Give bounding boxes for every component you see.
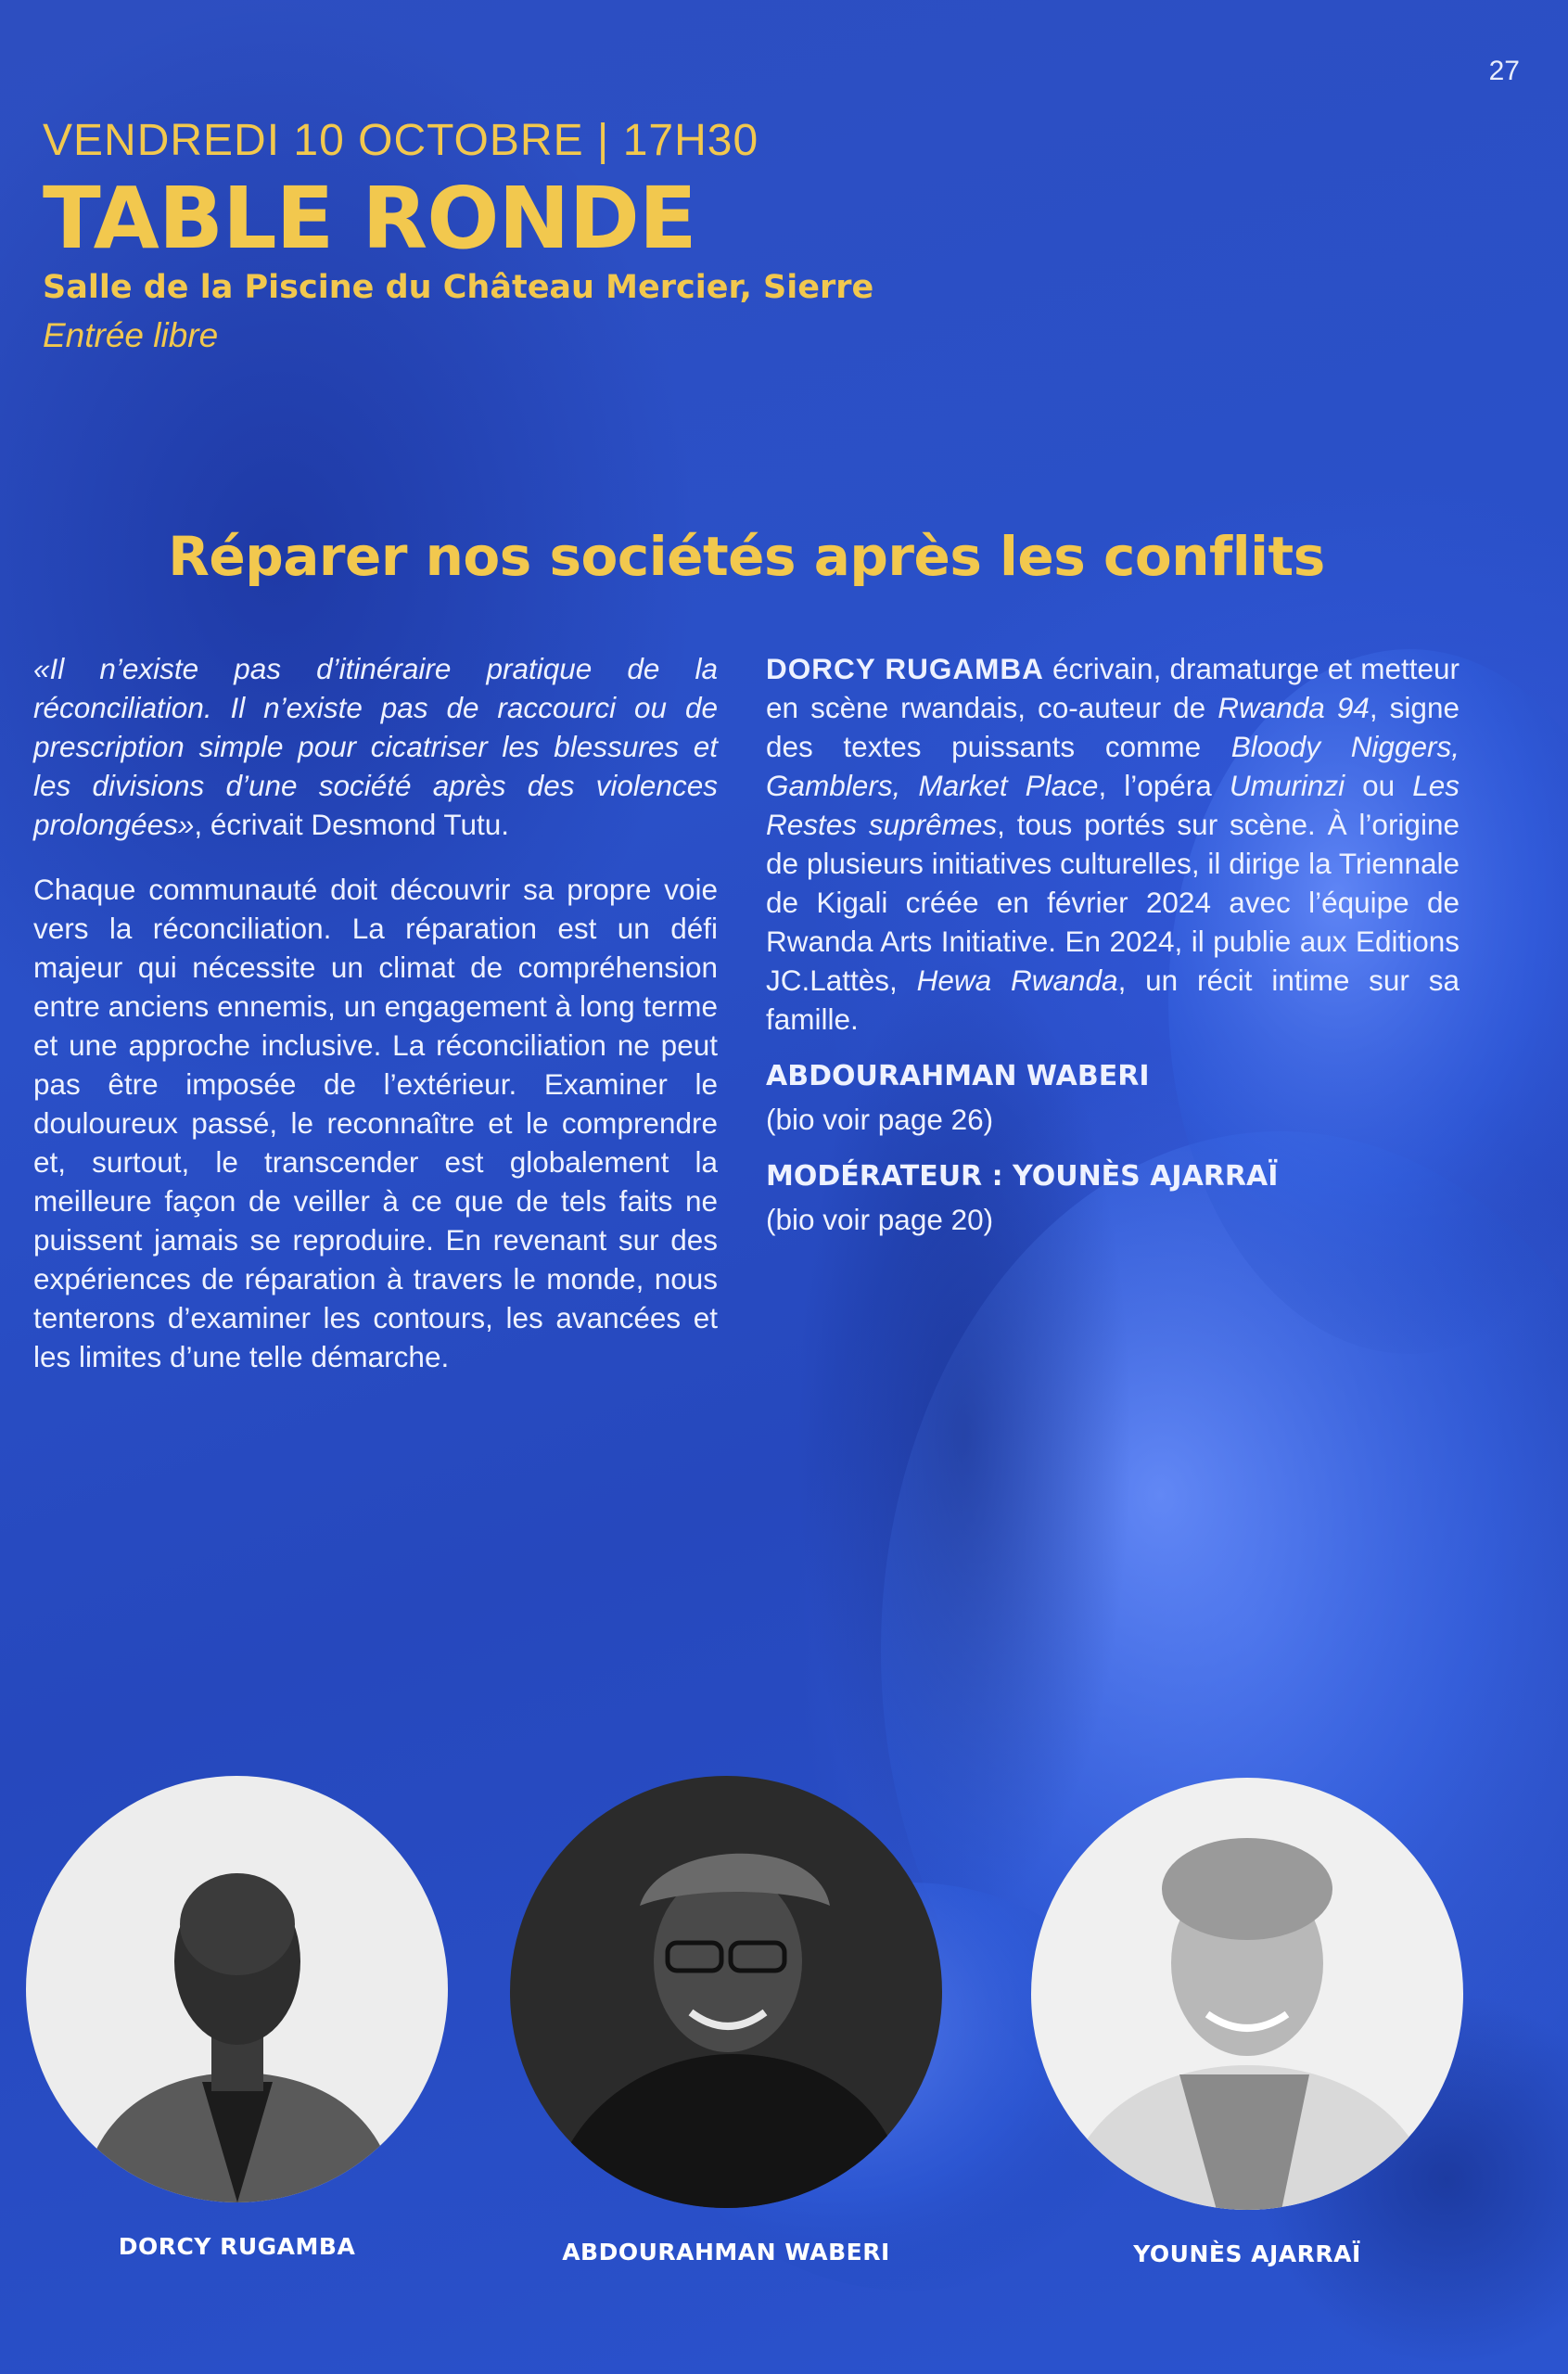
speakers-column	[766, 649, 1460, 1239]
bio-text: , un récit intime sur sa famille.	[766, 964, 1460, 1036]
work-title: Hewa Rwanda	[916, 964, 1118, 997]
bio-text: , signe des textes puissants comme	[766, 691, 1460, 763]
portrait-abdourahman-waberi	[510, 1776, 942, 2208]
work-title: Rwanda 94	[1217, 691, 1370, 724]
speaker-name: ABDOURAHMAN WABERI	[766, 1060, 1150, 1092]
speaker-name: DORCY RUGAMBA	[766, 652, 1044, 685]
work-title: Bloody Niggers, Gamblers, Market Place	[766, 730, 1460, 802]
page-headline: Réparer nos sociétés après les conflits	[168, 525, 1325, 588]
portrait-younes-ajarrai	[1031, 1778, 1463, 2210]
bio-reference: (bio voir page 20)	[766, 1203, 994, 1236]
portrait-caption-dorcy-rugamba: DORCY RUGAMBA	[118, 2233, 356, 2260]
event-entry: Entrée libre	[43, 316, 219, 354]
portrait-caption-younes-ajarrai: YOUNÈS AJARRAÏ	[1133, 2240, 1361, 2267]
bio-text: , l’opéra	[1098, 769, 1230, 802]
moderator-younes-ajarrai	[766, 1157, 1460, 1239]
bio-text: ou	[1345, 769, 1413, 802]
bio-text: écrivain, dramaturge et metteur en scène rwandais, co-auteur de	[766, 652, 1460, 724]
bio-reference: (bio voir page 26)	[766, 1103, 994, 1136]
intro-body: Chaque communauté doit découvrir sa propre voie vers la réconciliation. La réparation est un défi majeur qui nécessite un climat de compréhension entre anciens ennemis, un engagement à long terme et une approche inclusive. La réconciliation ne peut pas être imposée de l’extérieur. Examiner le douloureux passé, le reconnaître et le comprendre et, surtout, le transcender est globalement la meilleure façon de veiller à ce que de tels faits ne puissent jamais se reproduire. En revenant sur des expériences de réparation à travers le monde, nous tenterons d’examiner les contours, les avancées et les limites d’une telle démarche.	[33, 873, 718, 1373]
event-title: TABLE RONDE	[43, 169, 696, 268]
speaker-abdourahman-waberi	[766, 1057, 1460, 1139]
quote-attribution: , écrivait Desmond Tutu.	[194, 808, 510, 841]
portrait-dorcy-rugamba	[26, 1776, 448, 2202]
page-number: 27	[1488, 56, 1520, 86]
portrait-caption-abdourahman-waberi: ABDOURAHMAN WABERI	[562, 2239, 890, 2266]
bio-text: , tous portés sur scène. À l’origine de plusieurs initiatives culturelles, il dirige la Triennale de Kigali créée en février 2024 avec l’équipe de Rwanda Arts Initiative. En 2024, il publie aux Editions JC.Lattès,	[766, 808, 1460, 997]
quote-paragraph	[33, 649, 718, 844]
event-header	[43, 113, 873, 358]
event-date-time: VENDREDI 10 OCTOBRE | 17H30	[43, 116, 759, 165]
intro-column	[33, 649, 718, 1402]
bio-dorcy-rugamba	[766, 649, 1460, 1039]
work-title: Les Restes suprêmes	[766, 769, 1460, 841]
tutu-quote: «Il n’existe pas d’itinéraire pratique de la réconciliation. Il n’existe pas de raccourci ou de prescription simple pour cicatriser les blessures et les divisions d’une société après des violences prolongées»	[33, 652, 718, 841]
work-title: Umurinzi	[1229, 769, 1345, 802]
moderator-name: MODÉRATEUR : YOUNÈS AJARRAÏ	[766, 1160, 1279, 1193]
event-venue: Salle de la Piscine du Château Mercier, Sierre	[43, 269, 874, 306]
